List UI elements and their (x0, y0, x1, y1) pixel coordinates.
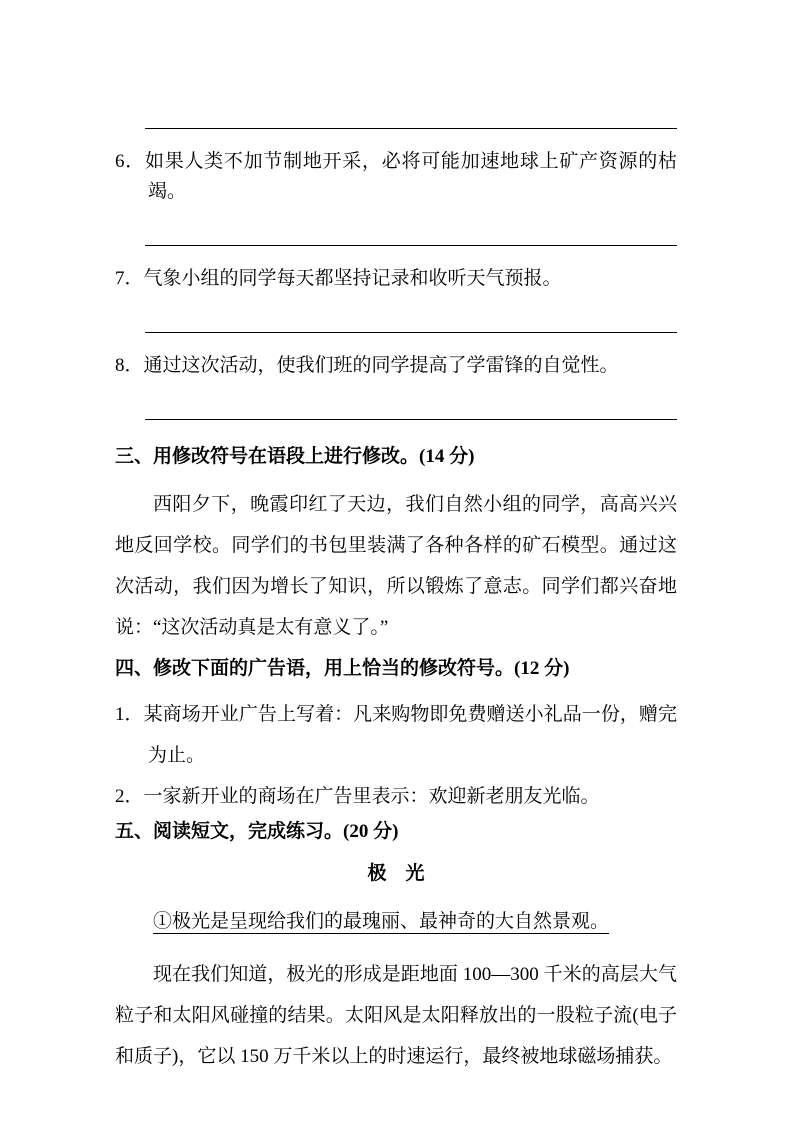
underlined-sentence: ①极光是呈现给我们的最瑰丽、最神奇的大自然景观。 (153, 911, 610, 932)
answer-line (145, 128, 677, 129)
exercise-item-6 (115, 147, 677, 207)
item-number: 6． (115, 151, 145, 172)
item-number: 7． (115, 268, 144, 289)
exercise-item-8 (115, 351, 677, 381)
item-number: 1． (115, 704, 144, 725)
section-four-heading: 四、修改下面的广告语，用上恰当的修改符号。(12 分) (115, 658, 570, 679)
answer-line (145, 419, 677, 420)
ad-item-1 (115, 694, 677, 776)
section-five-heading: 五、阅读短文，完成练习。(20 分) (115, 821, 399, 842)
item-text: 气象小组的同学每天都坚持记录和收听天气预报。 (143, 268, 562, 289)
answer-line (145, 245, 677, 246)
item-text: 如果人类不加节制地开采，必将可能加速地球上矿产资源的枯竭。 (144, 151, 677, 202)
passage-body: 现在我们知道，极光的形成是距地面 100—300 千米的高层大气粒子和太阳风碰撞的结果。太阳风是太阳释放出的一股粒子流(电子和质子)，它以 150 万千米以上的时速运行，最终被地球磁场捕获。 (115, 964, 677, 1067)
ad-item-2 (115, 776, 677, 817)
answer-line (145, 332, 677, 333)
item-text: 某商场开业广告上写着：凡来购物即免费赠送小礼品一份，赠完为止。 (143, 704, 677, 766)
item-number: 8． (115, 355, 144, 376)
passage-opening (115, 901, 677, 942)
section-three-heading: 三、用修改符号在语段上进行修改。(14 分) (115, 446, 475, 467)
exercise-item-7 (115, 264, 677, 294)
section-three-paragraph: 西阳夕下，晚霞印红了天边，我们自然小组的同学，高高兴兴地反回学校。同学们的书包里装满了各种各样的矿石模型。通过这次活动，我们因为增长了知识，所以锻炼了意志。同学们都兴奋地说：“这次活动真是太有意义了。” (115, 494, 677, 638)
item-text: 一家新开业的商场在广告里表示：欢迎新老朋友光临。 (143, 786, 600, 807)
passage-title: 极 光 (367, 863, 425, 884)
item-number: 2． (115, 786, 144, 807)
item-text: 通过这次活动，使我们班的同学提高了学雷锋的自觉性。 (143, 355, 619, 376)
